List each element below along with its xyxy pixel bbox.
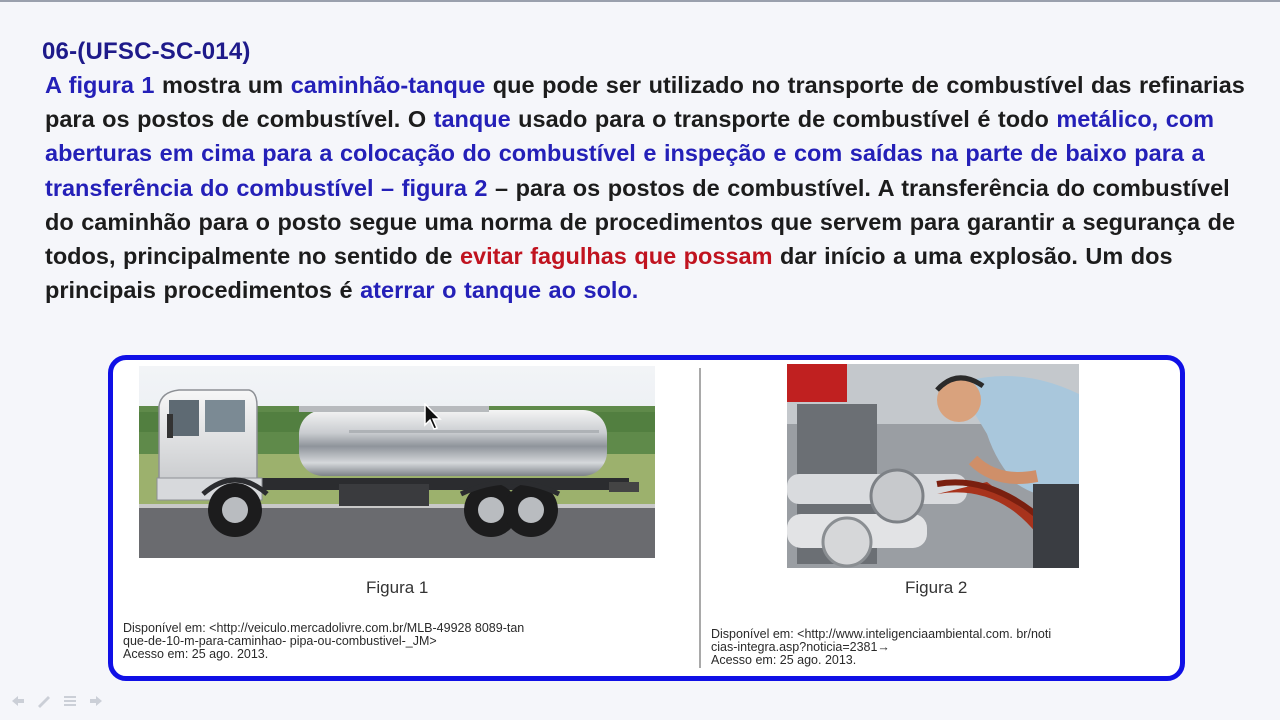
figure-2-source [711, 628, 1176, 667]
pen-icon[interactable] [36, 694, 52, 708]
top-rule [0, 0, 1280, 2]
mouse-pointer-icon [424, 403, 442, 436]
text-segment: que pode ser utilizado no transporte de combustível das refinarias para os postos de combustível. O [45, 72, 1245, 133]
figure-divider [699, 368, 701, 668]
text-segment: usado para o transporte de combustível é todo [510, 106, 1057, 133]
text-segment: tanque [433, 106, 511, 133]
back-arrow-icon[interactable] [10, 694, 26, 708]
text-segment: evitar fagulhas que possam [459, 243, 773, 270]
figure-1-caption: Figura 1 [366, 578, 429, 597]
source-line: Acesso em: 25 ago. 2013. [711, 653, 857, 667]
forward-arrow-icon[interactable] [88, 694, 104, 708]
source-line: Acesso em: 25 ago. 2013. [123, 647, 269, 661]
question-text [45, 68, 1250, 307]
text-segment: caminhão-tanque [290, 72, 486, 98]
text-segment: dar início a uma explosão. Um dos principais procedimentos é [45, 243, 1173, 304]
figure-1-tanker-truck-image [139, 366, 655, 558]
menu-icon[interactable] [62, 694, 78, 708]
slideshow-toolbar [10, 694, 104, 708]
source-line: que-de-10-m-para-caminhao- pipa-ou-combustivel-_JM> [123, 634, 437, 648]
text-segment: mostra um [154, 72, 291, 98]
figure-2-caption: Figura 2 [905, 578, 968, 597]
text-segment: metálico, com aberturas em cima para a colocação do combustível e inspeção e com saídas na parte de baixo para a transferência do combustível – figura 2 [45, 106, 1215, 201]
text-segment: aterrar o tanque ao solo. [360, 277, 639, 304]
question-id: 06-(UFSC-SC-014) [42, 38, 251, 65]
source-line: Disponível em: <http://veiculo.mercadolivre.com.br/MLB-49928 8089-tan [123, 621, 525, 635]
source-line: Disponível em: <http://www.inteligenciaambiental.com. br/noti [711, 627, 1052, 641]
figure-2-hose-connection-image [787, 364, 1079, 568]
figures-frame [108, 355, 1185, 681]
figure-1-source [123, 622, 663, 661]
source-line: cias-integra.asp?noticia=2381→ [711, 640, 890, 654]
text-segment: – para os postos de combustível. A transferência do combustível do caminhão para o posto segue uma norma de procedimentos que servem para garantir a segurança de todos, principalmente no sentido de [45, 174, 1236, 270]
text-segment: A figura 1 [45, 72, 155, 98]
